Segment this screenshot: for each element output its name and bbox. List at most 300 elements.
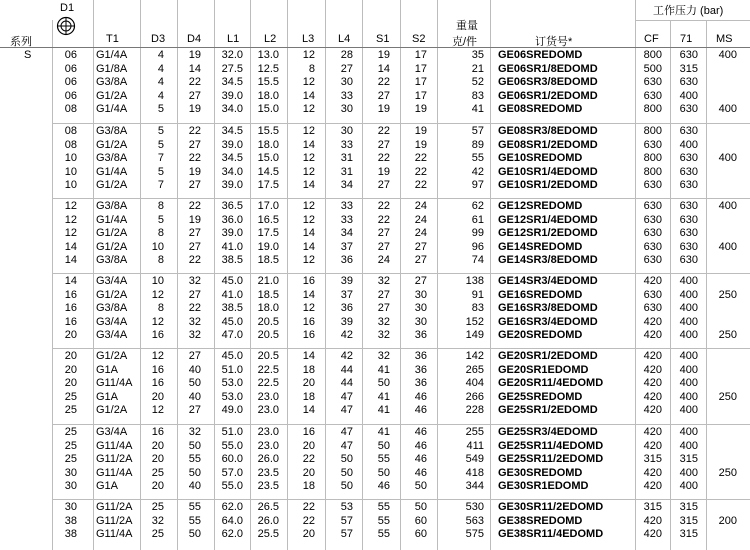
- table-cell: 18.5: [257, 288, 279, 301]
- table-cell: 22: [188, 254, 201, 267]
- table-cell: 26.5: [257, 501, 279, 513]
- table-cell: 22.5: [257, 377, 279, 390]
- table-cell: 315: [643, 501, 662, 513]
- table-cell: 25: [151, 528, 164, 541]
- table-cell: 12: [302, 254, 315, 267]
- table-cell: G3/4A: [96, 315, 128, 328]
- table-cell: 500: [643, 62, 662, 75]
- table-cell: G1/2A: [96, 240, 128, 253]
- table-cell: 40: [188, 390, 201, 403]
- table-cell: 45.0: [221, 275, 243, 287]
- grid-vline: [437, 0, 438, 550]
- table-cell: 630: [643, 179, 662, 192]
- table-cell: 32: [377, 275, 390, 287]
- grid-vline: [177, 0, 178, 550]
- table-cell: 549: [465, 453, 484, 466]
- table-cell: 19: [188, 213, 201, 226]
- table-cell: 315: [679, 453, 698, 466]
- table-cell: 400: [679, 439, 698, 452]
- table-cell: 36: [414, 350, 427, 362]
- table-cell: 06: [64, 62, 77, 75]
- order-number-cell: GE25SR3/4EDOMD: [498, 426, 598, 438]
- table-cell: 12: [302, 213, 315, 226]
- table-cell: 57: [340, 528, 353, 541]
- table-cell: 800: [643, 103, 662, 116]
- table-cell: 400: [679, 426, 698, 438]
- table-cell: 400: [679, 466, 698, 479]
- table-cell: 27: [414, 275, 427, 287]
- order-number-cell: GE10SR1/2EDOMD: [498, 179, 598, 192]
- table-cell: 800: [643, 165, 662, 178]
- grid-hline: [0, 47, 750, 48]
- order-number-cell: GE08SR1/2EDOMD: [498, 138, 598, 151]
- weight-header-line1: 重量: [456, 20, 478, 32]
- table-cell: 60.0: [221, 453, 243, 466]
- table-cell: 630: [679, 125, 698, 137]
- grid-vline: [670, 20, 671, 550]
- table-cell: 12: [302, 165, 315, 178]
- table-cell: 53: [340, 501, 353, 513]
- order-number-cell: GE20SR1EDOMD: [498, 363, 589, 376]
- table-cell: 46: [414, 453, 427, 466]
- order-number-cell: GE16SR3/8EDOMD: [498, 302, 598, 315]
- table-cell: 97: [471, 179, 484, 192]
- d1-header: D1: [60, 2, 75, 14]
- table-cell: 400: [679, 377, 698, 390]
- order-number-cell: GE12SR1/2EDOMD: [498, 227, 598, 240]
- table-cell: 420: [643, 275, 662, 287]
- table-cell: 630: [679, 103, 698, 116]
- table-cell: 630: [643, 138, 662, 151]
- table-cell: 39.0: [221, 227, 243, 240]
- table-cell: 30: [414, 302, 427, 315]
- table-cell: 22: [414, 165, 427, 178]
- table-cell: 418: [465, 466, 484, 479]
- press-col-MS: MS: [716, 33, 733, 45]
- table-cell: 20: [302, 528, 315, 541]
- table-cell: 400: [679, 288, 698, 301]
- table-cell: 228: [465, 404, 484, 417]
- order-number-cell: GE25SR1/2EDOMD: [498, 404, 598, 417]
- table-cell: 17.5: [257, 179, 279, 192]
- table-cell: 8: [157, 227, 164, 240]
- order-number-cell: GE20SR11/4EDOMD: [498, 377, 604, 390]
- table-cell: 39: [340, 275, 353, 287]
- table-cell: G1/2A: [96, 288, 128, 301]
- table-cell: 50: [377, 466, 390, 479]
- table-cell: 19: [188, 49, 201, 61]
- order-number-cell: GE14SREDOMD: [498, 240, 583, 253]
- table-cell: 83: [471, 89, 484, 102]
- table-cell: 10: [64, 179, 77, 192]
- table-cell: 17: [414, 62, 427, 75]
- table-cell: 16: [151, 329, 164, 342]
- table-cell: 55: [377, 514, 390, 527]
- table-cell: 27.5: [221, 62, 243, 75]
- table-cell: 23.5: [257, 480, 279, 493]
- col-header-L3: L3: [302, 33, 315, 45]
- table-cell: 8: [157, 254, 164, 267]
- table-cell: 35: [471, 49, 484, 61]
- order-number-cell: GE30SREDOMD: [498, 466, 583, 479]
- table-cell: 27: [188, 138, 201, 151]
- table-cell: G11/2A: [96, 514, 133, 527]
- grid-vline: [140, 0, 141, 550]
- table-cell: 138: [465, 275, 484, 287]
- table-cell: 12: [302, 49, 315, 61]
- table-cell: 36.0: [221, 213, 243, 226]
- table-cell: G1/4A: [96, 49, 128, 61]
- grid-hline: [52, 424, 750, 425]
- table-cell: 420: [643, 404, 662, 417]
- table-cell: 30: [64, 501, 77, 513]
- table-cell: 25: [64, 439, 77, 452]
- table-cell: 57.0: [221, 466, 243, 479]
- table-cell: 22: [302, 453, 315, 466]
- table-cell: 26.0: [257, 453, 279, 466]
- table-cell: 57: [471, 125, 484, 137]
- table-cell: 50: [188, 466, 201, 479]
- table-cell: 400: [679, 302, 698, 315]
- table-cell: 14: [302, 227, 315, 240]
- table-cell: 25.5: [257, 528, 279, 541]
- table-cell: 42: [471, 165, 484, 178]
- table-cell: 14: [302, 350, 315, 362]
- table-cell: 27: [188, 89, 201, 102]
- table-cell: 34.0: [221, 165, 243, 178]
- table-cell: 630: [679, 227, 698, 240]
- table-cell: 62: [471, 200, 484, 212]
- table-cell: G11/2A: [96, 501, 133, 513]
- table-cell: 39.0: [221, 138, 243, 151]
- table-cell: 411: [466, 439, 484, 452]
- table-cell: 315: [679, 501, 698, 513]
- table-cell: 51.0: [221, 363, 243, 376]
- table-cell: G3/4A: [96, 329, 128, 342]
- table-cell: 14: [64, 240, 77, 253]
- table-cell: 27: [414, 240, 427, 253]
- table-cell: G3/8A: [96, 254, 128, 267]
- table-cell: 18.0: [257, 138, 279, 151]
- table-cell: 4: [157, 89, 164, 102]
- table-cell: 50: [340, 453, 353, 466]
- table-cell: 30: [414, 288, 427, 301]
- order-number-cell: GE38SR11/4EDOMD: [498, 528, 604, 541]
- table-cell: 20: [302, 466, 315, 479]
- col-header-D3: D3: [151, 33, 166, 45]
- table-cell: 33: [340, 89, 353, 102]
- table-cell: 22: [302, 514, 315, 527]
- table-cell: 22: [377, 200, 390, 212]
- table-cell: 46: [414, 439, 427, 452]
- order-number-cell: GE25SR11/2EDOMD: [498, 453, 604, 466]
- table-cell: 22: [377, 152, 390, 165]
- table-cell: 24: [377, 254, 390, 267]
- table-cell: 400: [679, 329, 698, 342]
- col-header-L4: L4: [338, 33, 351, 45]
- table-cell: 38: [64, 528, 77, 541]
- ms-pressure-cell: 400: [718, 49, 737, 61]
- table-cell: 149: [465, 329, 484, 342]
- table-cell: 24: [414, 200, 427, 212]
- grid-vline: [93, 0, 94, 550]
- table-cell: 22: [377, 213, 390, 226]
- table-cell: 800: [643, 125, 662, 137]
- table-cell: 8: [157, 302, 164, 315]
- table-cell: 55: [377, 528, 390, 541]
- table-cell: 28: [340, 49, 353, 61]
- table-cell: 4: [157, 49, 164, 61]
- table-cell: 14: [302, 404, 315, 417]
- table-cell: 20: [64, 329, 77, 342]
- table-cell: 55.0: [221, 439, 243, 452]
- table-cell: 47: [340, 390, 353, 403]
- order-number-cell: GE10SR1/4EDOMD: [498, 165, 598, 178]
- table-cell: 34.0: [221, 103, 243, 116]
- table-cell: 20: [64, 350, 77, 362]
- table-cell: 41.0: [221, 288, 243, 301]
- table-cell: 20.5: [257, 350, 279, 362]
- table-cell: 17: [414, 49, 427, 61]
- table-cell: 14.5: [257, 165, 279, 178]
- table-cell: 60: [414, 514, 427, 527]
- ms-pressure-cell: 250: [718, 288, 737, 301]
- table-cell: 152: [465, 315, 484, 328]
- table-cell: 18: [302, 390, 315, 403]
- table-cell: 22: [188, 76, 201, 89]
- table-cell: 20: [151, 390, 164, 403]
- order-number-cell: GE30SR1EDOMD: [498, 480, 589, 493]
- table-cell: G1/2A: [96, 404, 128, 417]
- table-cell: 20: [302, 377, 315, 390]
- table-cell: 44: [340, 377, 353, 390]
- series-header: 系列: [10, 36, 32, 48]
- table-cell: 16: [64, 302, 77, 315]
- table-cell: 46: [414, 390, 427, 403]
- table-cell: 53.0: [221, 377, 243, 390]
- table-cell: 40: [188, 480, 201, 493]
- table-cell: 5: [157, 103, 164, 116]
- ms-pressure-cell: 400: [718, 240, 737, 253]
- table-cell: 20: [151, 439, 164, 452]
- table-cell: 23.0: [257, 390, 279, 403]
- table-cell: 12: [151, 315, 164, 328]
- table-cell: 25: [64, 453, 77, 466]
- table-cell: 27: [188, 288, 201, 301]
- fitting-symbol-icon: [56, 16, 76, 36]
- table-cell: G1/4A: [96, 103, 128, 116]
- table-cell: 22: [188, 125, 201, 137]
- order-number-header: 订货号*: [535, 36, 573, 48]
- table-cell: 400: [679, 350, 698, 362]
- table-cell: 19: [188, 165, 201, 178]
- table-cell: 420: [643, 528, 662, 541]
- table-cell: 31: [340, 152, 353, 165]
- series-value: S: [24, 49, 32, 61]
- table-cell: 36.5: [221, 200, 243, 212]
- table-cell: 50: [340, 466, 353, 479]
- table-cell: 30: [64, 466, 77, 479]
- table-cell: 142: [465, 350, 484, 362]
- table-cell: 8: [308, 62, 315, 75]
- table-cell: 12: [302, 76, 315, 89]
- table-cell: 21.0: [257, 275, 279, 287]
- grid-vline: [362, 0, 363, 550]
- grid-vline: [250, 0, 251, 550]
- table-cell: 7: [157, 179, 164, 192]
- order-number-cell: GE14SR3/8EDOMD: [498, 254, 598, 267]
- table-cell: 41: [377, 404, 390, 417]
- table-cell: 630: [679, 152, 698, 165]
- table-cell: 630: [643, 302, 662, 315]
- grid-hline: [52, 499, 750, 500]
- table-cell: 30: [64, 480, 77, 493]
- table-cell: 20: [64, 377, 77, 390]
- table-cell: 420: [643, 514, 662, 527]
- table-cell: 420: [643, 315, 662, 328]
- col-header-S1: S1: [376, 33, 390, 45]
- table-cell: 400: [679, 315, 698, 328]
- table-cell: 23.0: [257, 426, 279, 438]
- table-cell: G11/4A: [96, 439, 133, 452]
- table-cell: 22: [188, 302, 201, 315]
- table-cell: 315: [679, 62, 698, 75]
- col-header-T1: T1: [106, 33, 119, 45]
- table-cell: 400: [679, 89, 698, 102]
- table-cell: G1/2A: [96, 138, 128, 151]
- table-cell: 17: [414, 76, 427, 89]
- table-cell: 400: [679, 404, 698, 417]
- table-cell: 38.5: [221, 254, 243, 267]
- table-cell: 27: [377, 240, 390, 253]
- table-cell: 42: [340, 329, 353, 342]
- table-cell: 55: [471, 152, 484, 165]
- table-cell: 630: [679, 240, 698, 253]
- table-cell: 22: [188, 200, 201, 212]
- table-cell: 255: [465, 426, 484, 438]
- col-header-L1: L1: [227, 33, 240, 45]
- order-number-cell: GE20SREDOMD: [498, 329, 583, 342]
- table-cell: 64.0: [221, 514, 243, 527]
- table-cell: 34: [340, 179, 353, 192]
- order-number-cell: GE25SR11/4EDOMD: [498, 439, 604, 452]
- table-cell: 13.0: [257, 49, 279, 61]
- table-cell: 400: [679, 363, 698, 376]
- table-cell: 30: [414, 315, 427, 328]
- ms-pressure-cell: 250: [718, 466, 737, 479]
- table-cell: 265: [465, 363, 484, 376]
- grid-vline: [400, 0, 401, 550]
- table-cell: 45.0: [221, 350, 243, 362]
- table-cell: 563: [465, 514, 484, 527]
- table-cell: 15.0: [257, 103, 279, 116]
- table-cell: 39.0: [221, 89, 243, 102]
- table-cell: 630: [643, 76, 662, 89]
- table-cell: 57: [340, 514, 353, 527]
- table-cell: 12: [151, 350, 164, 362]
- table-cell: 15.5: [257, 76, 279, 89]
- table-cell: 630: [679, 49, 698, 61]
- ms-pressure-cell: 250: [718, 329, 737, 342]
- table-cell: 25: [64, 426, 77, 438]
- table-cell: 19: [414, 125, 427, 137]
- table-cell: 41: [471, 103, 484, 116]
- table-cell: 19: [377, 165, 390, 178]
- table-cell: 800: [643, 49, 662, 61]
- ms-pressure-cell: 400: [718, 103, 737, 116]
- table-cell: 22: [414, 152, 427, 165]
- table-cell: 47: [340, 426, 353, 438]
- table-cell: 38.5: [221, 302, 243, 315]
- table-cell: 45.0: [221, 315, 243, 328]
- table-cell: 404: [465, 377, 484, 390]
- table-cell: 32: [188, 329, 201, 342]
- table-cell: G1/2A: [96, 89, 128, 102]
- table-cell: G1A: [96, 480, 119, 493]
- table-cell: 630: [679, 165, 698, 178]
- table-cell: 06: [64, 49, 77, 61]
- table-cell: 27: [188, 179, 201, 192]
- table-cell: 15.5: [257, 125, 279, 137]
- table-cell: 50: [188, 439, 201, 452]
- table-cell: G11/4A: [96, 466, 133, 479]
- table-cell: 14: [64, 254, 77, 267]
- order-number-cell: GE12SR1/4EDOMD: [498, 213, 598, 226]
- table-cell: 33: [340, 138, 353, 151]
- table-cell: 46: [414, 466, 427, 479]
- table-cell: 24: [414, 227, 427, 240]
- table-cell: 32: [188, 275, 201, 287]
- table-cell: 14: [377, 62, 390, 75]
- table-cell: 55: [188, 514, 201, 527]
- table-cell: 315: [679, 514, 698, 527]
- table-cell: 16: [302, 329, 315, 342]
- table-cell: 14: [64, 275, 77, 287]
- weight-header-line2: 克/件: [452, 36, 478, 48]
- ms-pressure-cell: 200: [718, 514, 737, 527]
- table-cell: 32: [377, 350, 390, 362]
- table-cell: G3/4A: [96, 426, 128, 438]
- grid-vline: [706, 20, 707, 550]
- table-cell: G3/8A: [96, 200, 128, 212]
- table-cell: 530: [465, 501, 484, 513]
- table-cell: 630: [643, 240, 662, 253]
- table-cell: 10: [64, 165, 77, 178]
- table-cell: 630: [679, 200, 698, 212]
- table-cell: 420: [643, 363, 662, 376]
- table-cell: 18.0: [257, 302, 279, 315]
- grid-vline: [325, 0, 326, 550]
- table-cell: 14: [302, 179, 315, 192]
- table-cell: 36: [340, 302, 353, 315]
- table-cell: 26.0: [257, 514, 279, 527]
- table-cell: 39: [340, 315, 353, 328]
- table-cell: 50: [188, 528, 201, 541]
- grid-hline: [52, 348, 750, 349]
- table-cell: 51.0: [221, 426, 243, 438]
- order-number-cell: GE12SREDOMD: [498, 200, 583, 212]
- table-cell: 50: [377, 439, 390, 452]
- table-cell: 4: [157, 62, 164, 75]
- order-number-cell: GE14SR3/4EDOMD: [498, 275, 598, 287]
- table-cell: 420: [643, 466, 662, 479]
- table-cell: 19.0: [257, 240, 279, 253]
- table-cell: 630: [643, 213, 662, 226]
- table-cell: 16: [151, 363, 164, 376]
- table-cell: 20: [151, 480, 164, 493]
- table-cell: 12: [302, 103, 315, 116]
- table-cell: 37: [340, 240, 353, 253]
